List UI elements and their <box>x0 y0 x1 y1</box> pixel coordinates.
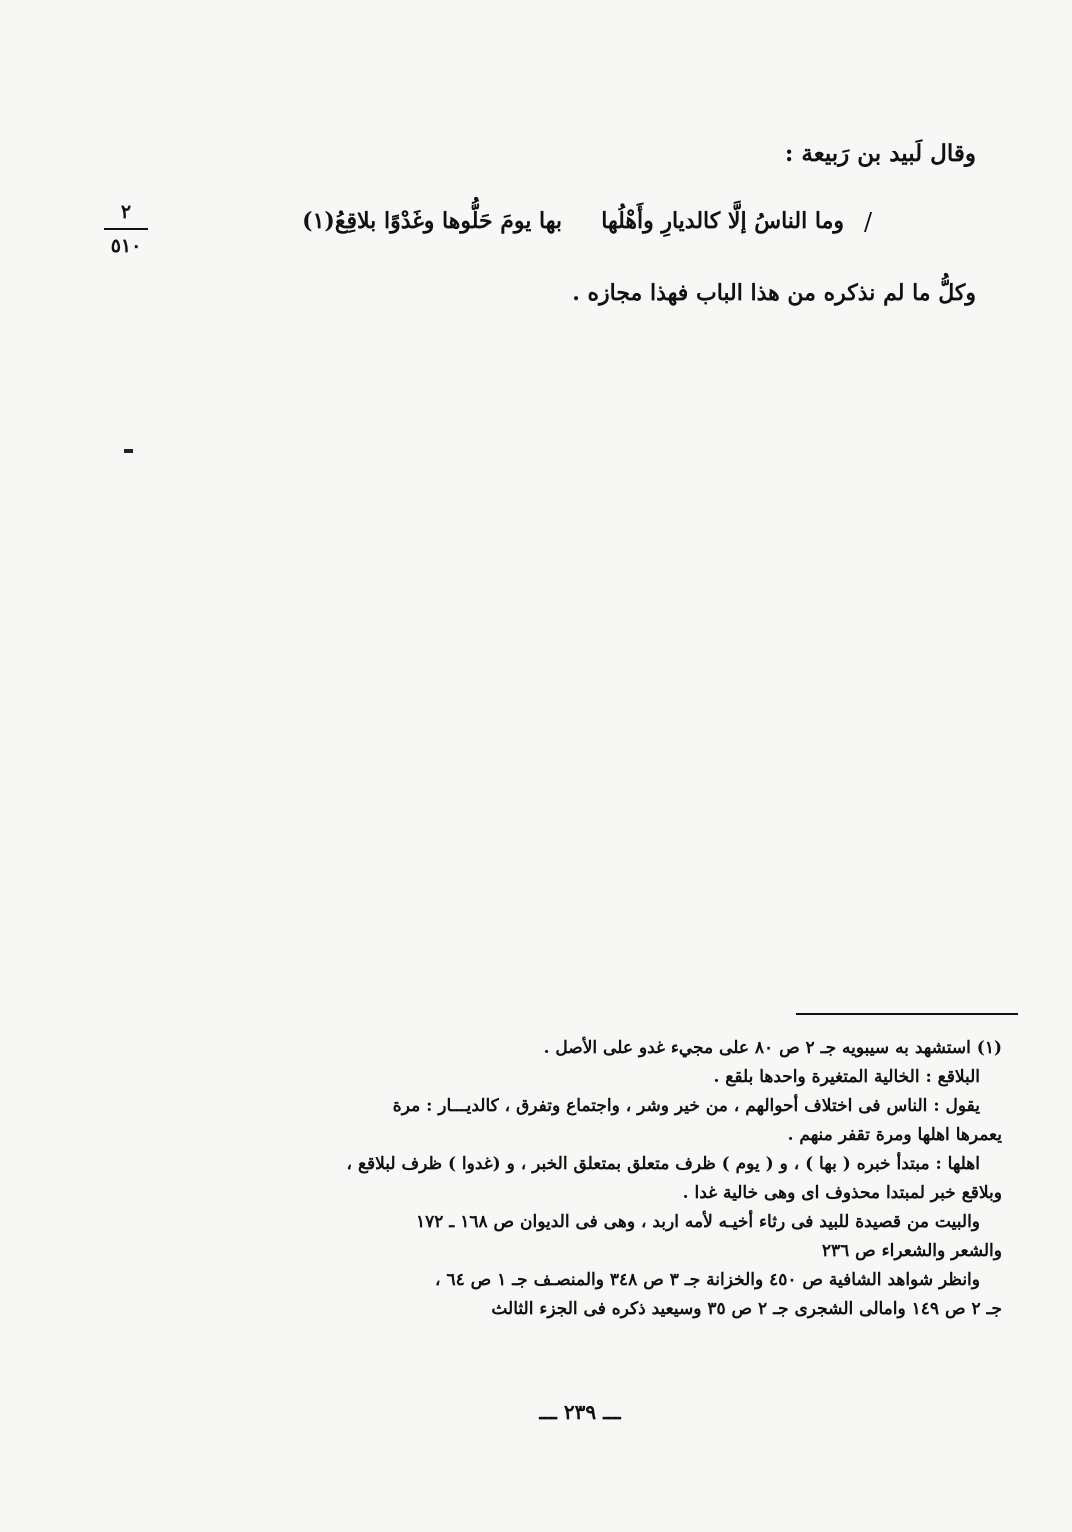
margin-reference-divider <box>104 228 148 230</box>
stray-ink-mark <box>124 449 133 453</box>
footnote-line: والشعر والشعراء ص ٢٣٦ <box>821 1241 1002 1261</box>
footnote-line: وانظر شواهد الشافية ص ٤٥٠ والخزانة جـ ٣ ص ٣٤٨ والمنصـف جـ ١ ص ٦٤ ، <box>435 1270 980 1290</box>
margin-reference <box>102 200 150 258</box>
closing-sentence: وكلُّ ما لم نذكره من هذا الباب فهذا مجازه . <box>572 280 976 306</box>
footnote-line: والبيت من قصيدة للبيد فى رثاء أخيـه لأمه اربد ، وهى فى الديوان ص ١٦٨ ـ ١٧٢ <box>415 1212 980 1232</box>
footnote-line: (١) استشهد به سيبويه جـ ٢ ص ٨٠ على مجيء غدو على الأصل . <box>543 1038 1002 1058</box>
footnote-line: اهلها : مبتدأ خبره ( بها ) ، و ( يوم ) ظرف متعلق بمتعلق الخبر ، و (غدوا ) ظرف لبلاقع ، <box>346 1154 980 1174</box>
page-number: ـــ ٢٣٩ ـــ <box>539 1400 621 1424</box>
footnote-line: يقول : الناس فى اختلاف أحوالهم ، من خير وشر ، واجتماع وتفرق ، كالديـــار : مرة <box>392 1096 980 1116</box>
verse-marker: / <box>864 208 873 236</box>
margin-reference-numerator: ٢ <box>120 201 132 223</box>
verse-second-hemistich: بها يومَ حَلُّوها وغَدْوًا بلاقِعُ(١) <box>302 208 562 234</box>
footnote-line: جـ ٢ ص ١٤٩ وامالى الشجرى جـ ٢ ص ٣٥ وسيعيد ذكره فى الجزء الثالث <box>491 1299 1002 1319</box>
margin-reference-denominator: ٥١٠ <box>110 235 142 257</box>
footnote-line: البلاقع : الخالية المتغيرة واحدها بلقع . <box>713 1067 980 1087</box>
footnote-separator <box>796 1013 1018 1015</box>
verse-intro: وقال لَبيد بن رَبيعة : <box>784 140 976 167</box>
verse-first-hemistich: وما الناسُ إلَّا كالديارِ وأَهْلُها <box>601 208 844 234</box>
footnote-line: يعمرها اهلها ومرة تقفر منهم . <box>787 1125 1002 1145</box>
footnotes <box>162 1034 1002 1324</box>
footnote-line: وبلاقع خبر لمبتدا محذوف اى وهى خالية غدا . <box>682 1183 1002 1203</box>
